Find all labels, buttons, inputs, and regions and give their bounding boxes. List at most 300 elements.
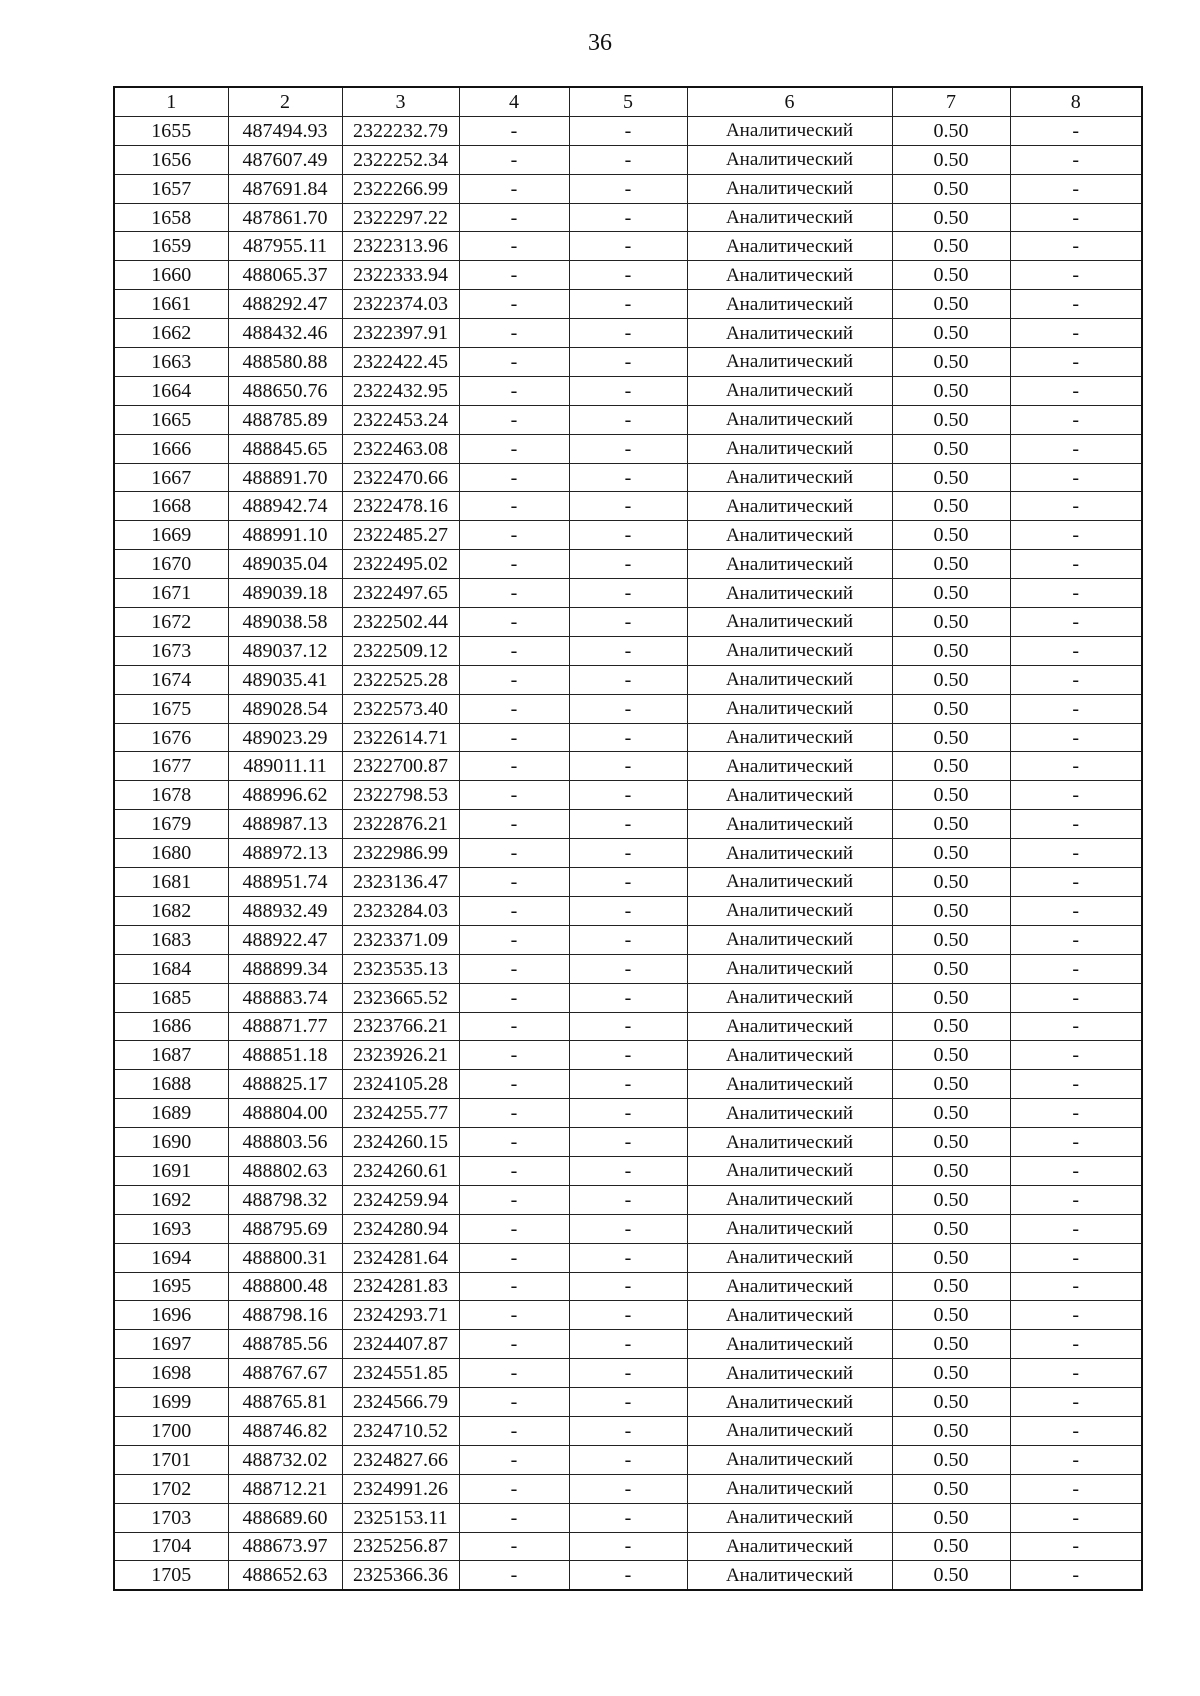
table-cell: - [459, 925, 569, 954]
table-row [114, 954, 1142, 983]
table-cell: 488851.18 [228, 1041, 342, 1070]
table-cell: 1678 [114, 781, 228, 810]
table-row [114, 1445, 1142, 1474]
table-cell: - [459, 348, 569, 377]
table-cell: Аналитический [687, 405, 892, 434]
table-cell: - [1010, 608, 1142, 637]
table-cell: - [459, 203, 569, 232]
table-cell: - [1010, 174, 1142, 203]
table-cell: 1691 [114, 1156, 228, 1185]
table-cell: - [1010, 203, 1142, 232]
column-header-7: 7 [892, 87, 1010, 116]
table-row [114, 1561, 1142, 1590]
table-cell: - [569, 723, 687, 752]
table-cell: Аналитический [687, 376, 892, 405]
table-cell: - [1010, 954, 1142, 983]
table-row [114, 174, 1142, 203]
table-cell: - [569, 1503, 687, 1532]
table-cell: - [459, 376, 569, 405]
table-cell: 488991.10 [228, 521, 342, 550]
table-cell: 1675 [114, 694, 228, 723]
table-cell: - [1010, 550, 1142, 579]
table-cell: - [459, 405, 569, 434]
table-cell: - [1010, 896, 1142, 925]
table-cell: 488800.31 [228, 1243, 342, 1272]
table-cell: 1662 [114, 319, 228, 348]
table-cell: - [1010, 1503, 1142, 1532]
table-cell: - [459, 463, 569, 492]
table-row [114, 810, 1142, 839]
table-cell: 1704 [114, 1532, 228, 1561]
table-cell: Аналитический [687, 694, 892, 723]
table-cell: 1669 [114, 521, 228, 550]
table-cell: Аналитический [687, 1214, 892, 1243]
table-cell: - [569, 1301, 687, 1330]
table-cell: 488922.47 [228, 925, 342, 954]
table-cell: 2322573.40 [342, 694, 459, 723]
table-cell: 0.50 [892, 405, 1010, 434]
table-cell: 1676 [114, 723, 228, 752]
table-cell: 0.50 [892, 954, 1010, 983]
table-cell: 1658 [114, 203, 228, 232]
table-cell: Аналитический [687, 1388, 892, 1417]
table-cell: - [459, 1301, 569, 1330]
table-cell: - [459, 550, 569, 579]
table-cell: 0.50 [892, 550, 1010, 579]
table-cell: Аналитический [687, 1156, 892, 1185]
table-cell: - [569, 1272, 687, 1301]
table-cell: Аналитический [687, 348, 892, 377]
table-cell: 1684 [114, 954, 228, 983]
table-cell: 1702 [114, 1474, 228, 1503]
table-cell: - [459, 1243, 569, 1272]
table-cell: 0.50 [892, 1128, 1010, 1157]
table-cell: 488972.13 [228, 839, 342, 868]
table-cell: 2322232.79 [342, 116, 459, 145]
table-cell: - [1010, 1272, 1142, 1301]
table-cell: - [459, 319, 569, 348]
table-cell: 1670 [114, 550, 228, 579]
table-cell: 488942.74 [228, 492, 342, 521]
table-row [114, 521, 1142, 550]
table-cell: Аналитический [687, 868, 892, 897]
table-row [114, 983, 1142, 1012]
table-cell: - [569, 983, 687, 1012]
table-cell: Аналитический [687, 752, 892, 781]
table-cell: - [1010, 1561, 1142, 1590]
table-cell: 488065.37 [228, 261, 342, 290]
table-cell: Аналитический [687, 1330, 892, 1359]
table-row [114, 550, 1142, 579]
table-cell: - [459, 781, 569, 810]
table-cell: - [1010, 1214, 1142, 1243]
table-cell: 2323535.13 [342, 954, 459, 983]
table-cell: - [459, 1272, 569, 1301]
table-cell: - [1010, 665, 1142, 694]
table-header-row [114, 87, 1142, 116]
table-cell: 0.50 [892, 521, 1010, 550]
table-cell: - [1010, 232, 1142, 261]
table-row [114, 376, 1142, 405]
table-cell: - [569, 232, 687, 261]
table-cell: 0.50 [892, 608, 1010, 637]
table-row [114, 1359, 1142, 1388]
table-cell: 1656 [114, 145, 228, 174]
table-cell: 2322502.44 [342, 608, 459, 637]
table-cell: - [569, 1099, 687, 1128]
table-cell: Аналитический [687, 290, 892, 319]
table-cell: - [459, 1214, 569, 1243]
table-cell: 1660 [114, 261, 228, 290]
table-row [114, 579, 1142, 608]
table-cell: Аналитический [687, 492, 892, 521]
table-cell: 487955.11 [228, 232, 342, 261]
table-row [114, 1503, 1142, 1532]
table-cell: 1677 [114, 752, 228, 781]
table-cell: - [1010, 319, 1142, 348]
table-cell: 489039.18 [228, 579, 342, 608]
table-cell: - [569, 1359, 687, 1388]
table-cell: 488732.02 [228, 1445, 342, 1474]
table-cell: 2322453.24 [342, 405, 459, 434]
table-cell: 2322798.53 [342, 781, 459, 810]
table-row [114, 1272, 1142, 1301]
table-cell: Аналитический [687, 1445, 892, 1474]
table-row [114, 1156, 1142, 1185]
table-cell: Аналитический [687, 1070, 892, 1099]
table-cell: - [569, 1330, 687, 1359]
table-cell: - [569, 116, 687, 145]
table-cell: - [1010, 463, 1142, 492]
table-cell: - [1010, 1388, 1142, 1417]
table-cell: Аналитический [687, 636, 892, 665]
table-cell: - [459, 116, 569, 145]
table-cell: 0.50 [892, 1301, 1010, 1330]
table-cell: 1667 [114, 463, 228, 492]
table-cell: 488580.88 [228, 348, 342, 377]
table-row [114, 1128, 1142, 1157]
table-cell: - [569, 348, 687, 377]
table-cell: - [459, 232, 569, 261]
table-cell: Аналитический [687, 983, 892, 1012]
table-row [114, 1099, 1142, 1128]
table-cell: Аналитический [687, 1503, 892, 1532]
table-cell: - [569, 145, 687, 174]
table-row [114, 608, 1142, 637]
table-cell: 488712.21 [228, 1474, 342, 1503]
table-cell: 2324566.79 [342, 1388, 459, 1417]
table-cell: Аналитический [687, 1532, 892, 1561]
table-cell: - [569, 405, 687, 434]
table-cell: 1694 [114, 1243, 228, 1272]
table-cell: - [459, 579, 569, 608]
table-cell: 1693 [114, 1214, 228, 1243]
table-cell: - [1010, 1301, 1142, 1330]
table-cell: 1680 [114, 839, 228, 868]
table-cell: 488785.89 [228, 405, 342, 434]
table-cell: 0.50 [892, 810, 1010, 839]
table-cell: Аналитический [687, 839, 892, 868]
table-row [114, 492, 1142, 521]
table-cell: 0.50 [892, 925, 1010, 954]
table-cell: 488951.74 [228, 868, 342, 897]
table-cell: 0.50 [892, 1388, 1010, 1417]
table-cell: 1664 [114, 376, 228, 405]
table-cell: - [459, 492, 569, 521]
table-cell: - [569, 1561, 687, 1590]
table-cell: Аналитический [687, 463, 892, 492]
table-cell: 1681 [114, 868, 228, 897]
table-cell: 0.50 [892, 781, 1010, 810]
table-cell: 1685 [114, 983, 228, 1012]
table-cell: 0.50 [892, 694, 1010, 723]
table-cell: - [569, 1445, 687, 1474]
table-cell: - [459, 1041, 569, 1070]
table-cell: 2323665.52 [342, 983, 459, 1012]
table-cell: - [1010, 1185, 1142, 1214]
table-cell: - [569, 579, 687, 608]
table-row [114, 1474, 1142, 1503]
table-cell: Аналитический [687, 665, 892, 694]
table-cell: 0.50 [892, 376, 1010, 405]
table-cell: 0.50 [892, 261, 1010, 290]
table-cell: - [459, 1561, 569, 1590]
table-cell: - [459, 261, 569, 290]
table-cell: 2324710.52 [342, 1416, 459, 1445]
table-cell: 487494.93 [228, 116, 342, 145]
table-cell: Аналитический [687, 550, 892, 579]
table-cell: 0.50 [892, 1185, 1010, 1214]
table-cell: 1698 [114, 1359, 228, 1388]
table-cell: Аналитический [687, 954, 892, 983]
table-cell: Аналитический [687, 203, 892, 232]
table-cell: - [1010, 723, 1142, 752]
column-header-1: 1 [114, 87, 228, 116]
table-cell: 1682 [114, 896, 228, 925]
table-cell: 488845.65 [228, 434, 342, 463]
table-cell: 0.50 [892, 232, 1010, 261]
table-cell: Аналитический [687, 1301, 892, 1330]
table-cell: - [459, 1474, 569, 1503]
page-number: 36 [588, 30, 612, 56]
table-cell: 1665 [114, 405, 228, 434]
table-cell: 0.50 [892, 1070, 1010, 1099]
table-cell: - [459, 1503, 569, 1532]
table-cell: 2324827.66 [342, 1445, 459, 1474]
table-cell: - [569, 521, 687, 550]
table-cell: - [1010, 492, 1142, 521]
table-cell: 2322313.96 [342, 232, 459, 261]
table-cell: - [459, 1128, 569, 1157]
table-cell: 0.50 [892, 1445, 1010, 1474]
table-cell: 2323371.09 [342, 925, 459, 954]
table-cell: 0.50 [892, 1474, 1010, 1503]
table-cell: Аналитический [687, 1128, 892, 1157]
table-row [114, 694, 1142, 723]
table-cell: 2322986.99 [342, 839, 459, 868]
table-cell: 488803.56 [228, 1128, 342, 1157]
table-cell: 488673.97 [228, 1532, 342, 1561]
column-header-4: 4 [459, 87, 569, 116]
table-row [114, 1330, 1142, 1359]
table-cell: 487861.70 [228, 203, 342, 232]
table-cell: 2324255.77 [342, 1099, 459, 1128]
table-cell: 488825.17 [228, 1070, 342, 1099]
table-cell: 0.50 [892, 665, 1010, 694]
table-cell: 488932.49 [228, 896, 342, 925]
table-cell: 2322525.28 [342, 665, 459, 694]
table-cell: 1688 [114, 1070, 228, 1099]
table-cell: 2322374.03 [342, 290, 459, 319]
table-row [114, 116, 1142, 145]
table-cell: - [459, 145, 569, 174]
table-row [114, 145, 1142, 174]
table-cell: - [459, 665, 569, 694]
table-cell: - [459, 1532, 569, 1561]
table-cell: Аналитический [687, 145, 892, 174]
table-cell: 1672 [114, 608, 228, 637]
table-cell: Аналитический [687, 1272, 892, 1301]
table-cell: 2322432.95 [342, 376, 459, 405]
table-cell: - [1010, 1243, 1142, 1272]
table-cell: - [1010, 376, 1142, 405]
table-cell: 488432.46 [228, 319, 342, 348]
table-cell: - [1010, 1099, 1142, 1128]
table-cell: - [459, 868, 569, 897]
table-cell: - [569, 319, 687, 348]
table-cell: 1686 [114, 1012, 228, 1041]
table-cell: - [459, 1330, 569, 1359]
table-cell: 0.50 [892, 636, 1010, 665]
table-cell: - [1010, 1070, 1142, 1099]
table-cell: 2322497.65 [342, 579, 459, 608]
table-cell: 488891.70 [228, 463, 342, 492]
table-cell: Аналитический [687, 1243, 892, 1272]
table-row [114, 1012, 1142, 1041]
table-cell: 489035.04 [228, 550, 342, 579]
table-cell: - [1010, 290, 1142, 319]
table-cell: - [569, 896, 687, 925]
table-cell: 1695 [114, 1272, 228, 1301]
table-cell: 488746.82 [228, 1416, 342, 1445]
table-row [114, 752, 1142, 781]
table-cell: Аналитический [687, 1099, 892, 1128]
table-cell: 2324105.28 [342, 1070, 459, 1099]
table-cell: - [1010, 983, 1142, 1012]
table-cell: Аналитический [687, 1359, 892, 1388]
table-cell: 0.50 [892, 839, 1010, 868]
table-row [114, 723, 1142, 752]
table-cell: 2323136.47 [342, 868, 459, 897]
table-cell: 488292.47 [228, 290, 342, 319]
table-row [114, 232, 1142, 261]
table-cell: 488765.81 [228, 1388, 342, 1417]
table-cell: 1697 [114, 1330, 228, 1359]
table-cell: - [569, 868, 687, 897]
table-cell: 1701 [114, 1445, 228, 1474]
table-cell: 2324407.87 [342, 1330, 459, 1359]
table-cell: 488800.48 [228, 1272, 342, 1301]
column-header-6: 6 [687, 87, 892, 116]
table-cell: Аналитический [687, 261, 892, 290]
table-cell: - [459, 636, 569, 665]
table-cell: 1705 [114, 1561, 228, 1590]
table-cell: - [1010, 781, 1142, 810]
table-cell: - [1010, 261, 1142, 290]
table-cell: - [459, 1012, 569, 1041]
table-cell: 1683 [114, 925, 228, 954]
table-cell: 1661 [114, 290, 228, 319]
table-cell: 1687 [114, 1041, 228, 1070]
table-cell: - [569, 1243, 687, 1272]
table-cell: 1692 [114, 1185, 228, 1214]
table-row [114, 1185, 1142, 1214]
table-cell: Аналитический [687, 521, 892, 550]
table-cell: 487691.84 [228, 174, 342, 203]
table-cell: 489023.29 [228, 723, 342, 752]
table-cell: - [569, 550, 687, 579]
table-cell: 488795.69 [228, 1214, 342, 1243]
table-cell: Аналитический [687, 434, 892, 463]
table-cell: 489037.12 [228, 636, 342, 665]
table-cell: - [459, 1070, 569, 1099]
table-cell: 2325153.11 [342, 1503, 459, 1532]
table-cell: 0.50 [892, 752, 1010, 781]
table-cell: Аналитический [687, 1474, 892, 1503]
table-cell: Аналитический [687, 925, 892, 954]
table-row [114, 1214, 1142, 1243]
table-cell: 1657 [114, 174, 228, 203]
table-cell: 2324281.64 [342, 1243, 459, 1272]
table-cell: - [569, 1185, 687, 1214]
table-cell: 2324551.85 [342, 1359, 459, 1388]
table-row [114, 1532, 1142, 1561]
table-cell: 0.50 [892, 145, 1010, 174]
table-cell: Аналитический [687, 174, 892, 203]
table-cell: - [569, 665, 687, 694]
table-cell: 1679 [114, 810, 228, 839]
table-cell: 488802.63 [228, 1156, 342, 1185]
table-cell: - [459, 521, 569, 550]
table-cell: 0.50 [892, 1416, 1010, 1445]
table-cell: - [569, 1388, 687, 1417]
table-cell: - [569, 1532, 687, 1561]
table-cell: - [1010, 521, 1142, 550]
table-cell: 1655 [114, 116, 228, 145]
table-cell: - [569, 290, 687, 319]
table-cell: 2325366.36 [342, 1561, 459, 1590]
table-cell: 2322266.99 [342, 174, 459, 203]
table-cell: 0.50 [892, 1561, 1010, 1590]
table-cell: 0.50 [892, 1041, 1010, 1070]
table-cell: 1699 [114, 1388, 228, 1417]
table-cell: 488767.67 [228, 1359, 342, 1388]
table-row [114, 896, 1142, 925]
table-body [114, 116, 1142, 1590]
table-cell: - [569, 781, 687, 810]
table-cell: - [569, 925, 687, 954]
column-header-8: 8 [1010, 87, 1142, 116]
table-cell: 2322470.66 [342, 463, 459, 492]
table-cell: 2325256.87 [342, 1532, 459, 1561]
table-cell: - [459, 1156, 569, 1185]
table-cell: 0.50 [892, 896, 1010, 925]
table-cell: - [569, 694, 687, 723]
table-cell: 2322297.22 [342, 203, 459, 232]
table-cell: - [459, 954, 569, 983]
table-cell: 2322614.71 [342, 723, 459, 752]
table-cell: 2324280.94 [342, 1214, 459, 1243]
